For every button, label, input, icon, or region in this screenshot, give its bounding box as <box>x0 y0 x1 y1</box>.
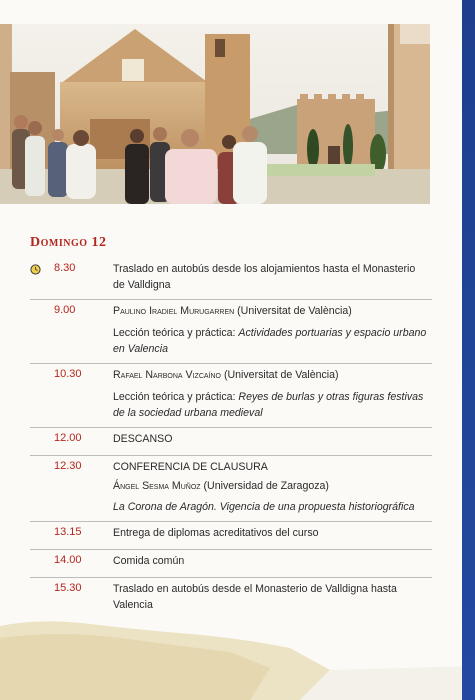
day-heading: Domingo 12 <box>30 235 107 250</box>
schedule-item <box>30 428 432 456</box>
schedule-item <box>30 300 432 364</box>
decorative-paper <box>0 608 475 700</box>
lesson-line: Lección teórica y práctica: Reyes de burlas y otras figuras festivas de la sociedad urbana medieval <box>113 391 424 419</box>
speaker-affiliation: (Universitat de València) <box>223 369 339 381</box>
closing-title: CONFERENCIA DE CLAUSURA <box>113 461 268 473</box>
schedule-list <box>30 258 432 619</box>
item-text: Entrega de diplomas acreditativos del curso <box>113 527 319 539</box>
clock-icon <box>30 264 41 275</box>
item-time: 12.30 <box>54 460 82 472</box>
schedule-item <box>30 364 432 428</box>
item-text: Traslado en autobús desde los alojamientos hasta el Monasterio de Valldigna <box>113 263 416 291</box>
schedule-item <box>30 456 432 522</box>
speaker-affiliation: (Universidad de Zaragoza) <box>203 480 329 492</box>
item-text: Traslado en autobús desde el Monasterio de Valldigna hasta Valencia <box>113 583 397 611</box>
item-time: 9.00 <box>54 304 76 316</box>
side-strip <box>462 0 475 700</box>
item-time: 12.00 <box>54 432 82 444</box>
lesson-line: Lección teórica y práctica: Actividades portuarias y espacio urbano en Valencia <box>113 327 427 355</box>
schedule-item <box>30 258 432 300</box>
item-time: 8.30 <box>54 262 76 274</box>
speaker-line <box>113 303 432 319</box>
speaker-name: Rafael Narbona Vizcaíno <box>113 369 221 381</box>
item-time: 15.30 <box>54 582 82 594</box>
schedule-item <box>30 522 432 550</box>
monastery-photo <box>0 24 430 204</box>
talk-title: La Corona de Aragón. Vigencia de una propuesta historiográfica <box>113 501 415 513</box>
item-text: Comida común <box>113 555 185 567</box>
speaker-affiliation: (Universitat de València) <box>237 305 352 317</box>
item-time: 14.00 <box>54 554 82 566</box>
speaker-line <box>113 478 432 494</box>
item-time: 13.15 <box>54 526 82 538</box>
speaker-name: Paulino Iradiel Murugarren <box>113 305 235 317</box>
item-text: DESCANSO <box>113 433 173 445</box>
speaker-line <box>113 367 432 383</box>
speaker-name: Ángel Sesma Muñoz <box>113 480 201 492</box>
item-time: 10.30 <box>54 368 82 380</box>
schedule-item <box>30 550 432 578</box>
